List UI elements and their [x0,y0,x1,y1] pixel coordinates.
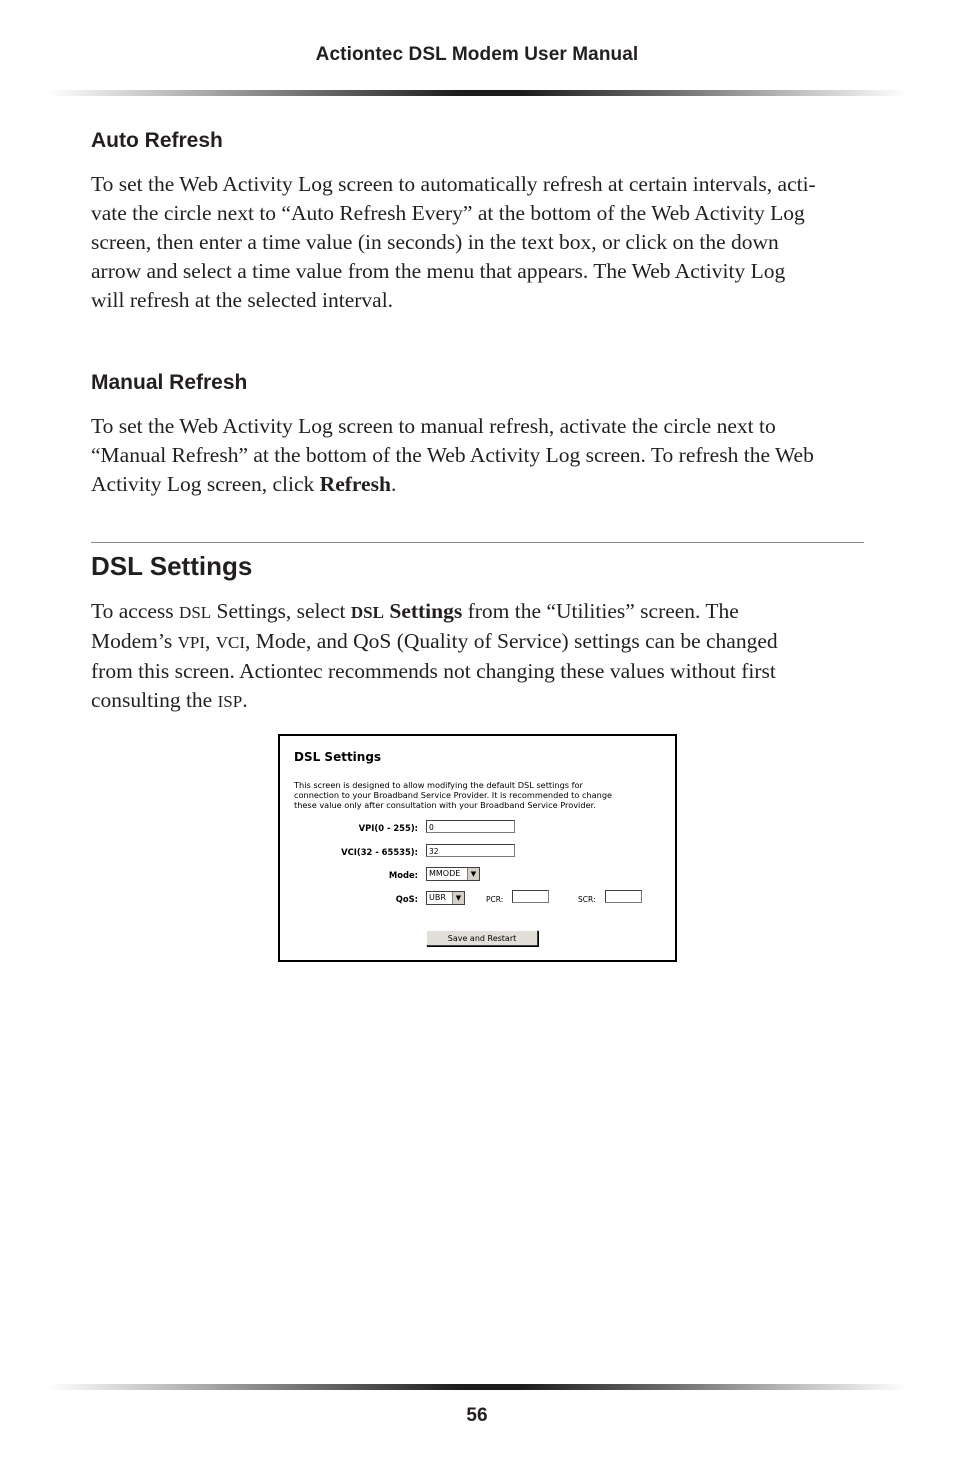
auto-refresh-paragraph [91,170,866,315]
text-run: Settings, select [211,599,351,623]
dsl-settings-title: DSL Settings [91,551,253,581]
save-and-restart-button[interactable]: Save and Restart [426,930,538,946]
qos-label: QoS: [395,894,418,904]
text-run: , [205,629,216,653]
manual-refresh-line-end: . [390,472,397,496]
manual-refresh-line: Activity Log screen, click [91,472,320,496]
scr-label: SCR: [578,895,596,904]
text-run: Settings [383,599,463,623]
screenshot-title: DSL Settings [294,750,382,764]
chevron-down-icon[interactable]: ▼ [452,892,464,904]
acronym-dsl: DSL [350,603,384,622]
qos-select[interactable] [426,891,465,905]
auto-refresh-line: will refresh at the selected interval. [91,288,394,312]
vci-input[interactable]: 32 [426,844,515,857]
pcr-input[interactable] [512,890,549,903]
section-divider [91,542,864,543]
scr-input[interactable] [605,890,642,903]
acronym-dsl: DSL [179,603,212,622]
screenshot-description [294,780,674,810]
manual-refresh-line: To set the Web Activity Log screen to manual refresh, activate the circle next to [91,414,776,438]
chevron-down-icon[interactable]: ▼ [467,868,479,880]
footer-rule [46,1384,908,1390]
page-number: 56 [466,1405,488,1426]
qos-selected-value: UBR [429,893,446,902]
auto-refresh-line: To set the Web Activity Log screen to automatically refresh at certain intervals, acti- [91,172,816,196]
text-run: , Mode, and QoS (Quality of Service) settings can be changed [245,629,778,653]
text-run: Modem’s [91,629,178,653]
vci-label: VCI(32 - 65535): [341,847,418,857]
mode-label: Mode: [388,870,418,880]
text-run: consulting the [91,688,218,712]
manual-refresh-heading: Manual Refresh [91,371,248,394]
auto-refresh-line: screen, then enter a time value (in seconds) in the text box, or click on the down [91,230,779,254]
description-line: connection to your Broadband Service Provider. It is recommended to change [294,790,613,800]
text-run: from this screen. Actiontec recommends not changing these values without first [91,659,776,683]
dsl-settings-screenshot [278,734,677,962]
header-rule [46,90,908,96]
refresh-term: Refresh [319,472,391,496]
description-line: This screen is designed to allow modifying the default DSL settings for [294,780,583,790]
manual-refresh-paragraph [91,412,866,499]
vpi-label: VPI(0 - 255): [358,823,418,833]
auto-refresh-line: vate the circle next to “Auto Refresh Every” at the bottom of the Web Activity Log [91,201,805,225]
dsl-settings-paragraph [91,597,866,716]
auto-refresh-heading: Auto Refresh [91,129,223,152]
auto-refresh-line: arrow and select a time value from the menu that appears. The Web Activity Log [91,259,786,283]
vpi-input[interactable]: 0 [426,820,515,833]
running-header: Actiontec DSL Modem User Manual [315,44,639,65]
text-run: from the “Utilities” screen. The [462,599,739,623]
text-run: . [242,688,248,712]
dsl-settings-term [351,599,462,623]
acronym-isp: ISP [217,692,243,711]
text-run: To access [91,599,180,623]
manual-refresh-line: “Manual Refresh” at the bottom of the Web Activity Log screen. To refresh the Web [91,443,814,467]
mode-select[interactable] [426,867,480,881]
pcr-label: PCR: [486,895,504,904]
acronym-vci: VCI [215,633,246,652]
description-line: these value only after consultation with your Broadband Service Provider. [294,800,596,810]
acronym-vpi: VPI [177,633,206,652]
mode-selected-value: MMODE [429,869,461,878]
